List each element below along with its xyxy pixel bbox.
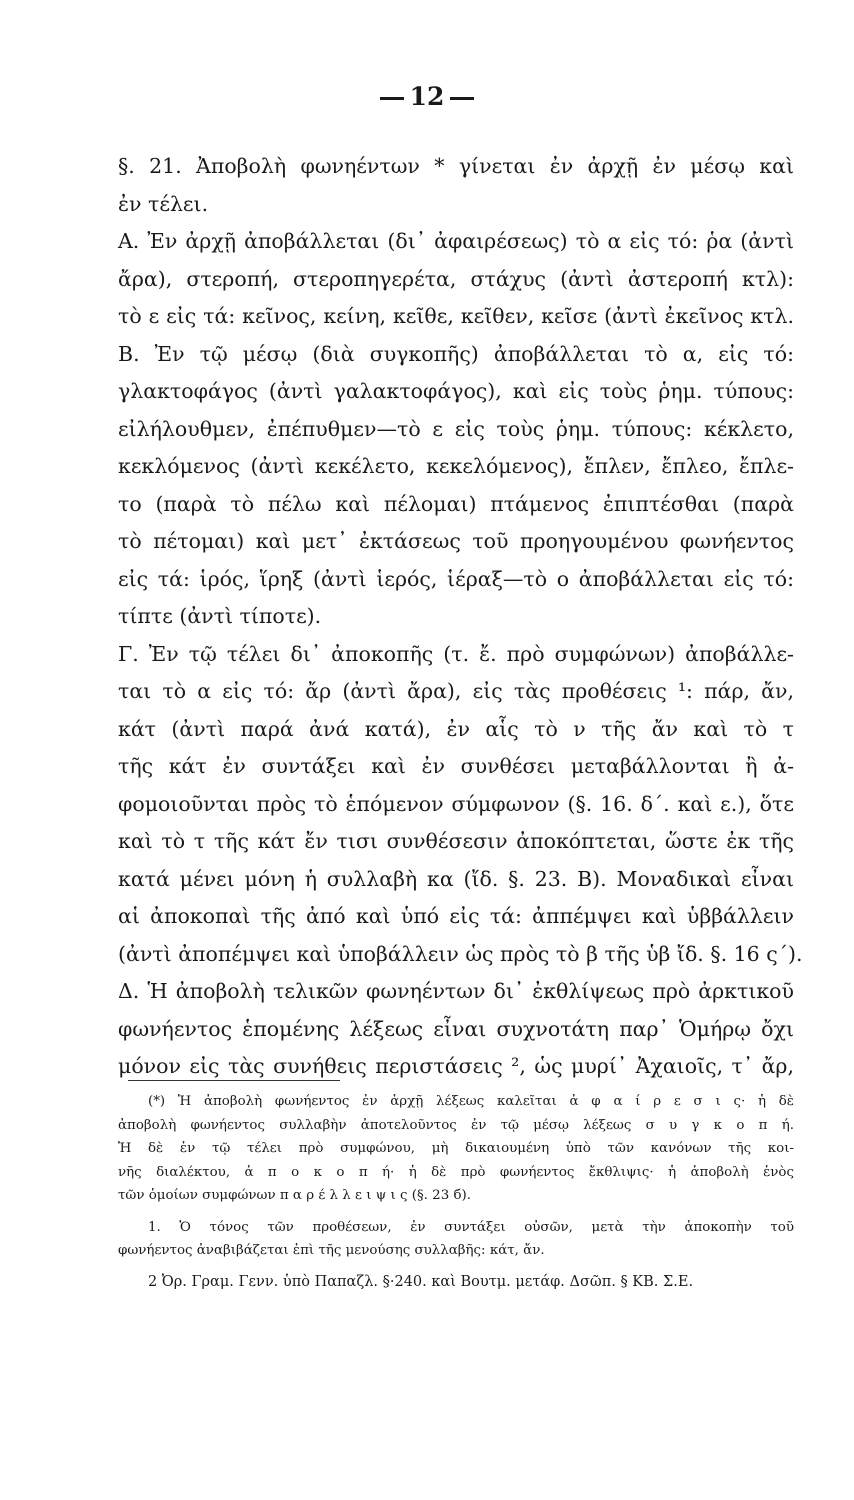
footnote-line: φωνήεντος ἀναβιβάζεται ἐπὶ τῆς μενούσης συλλαβῆς: κάτ, ἄν. xyxy=(118,1243,545,1258)
text-line: §. 21. Ἀποβολὴ φωνηέντων * γίνεται ἐν ἀρχῇ ἐν μέσῳ καὶ xyxy=(118,154,794,178)
text-line: τὸ πέτομαι) καὶ μετ᾽ ἐκτάσεως τοῦ προηγουμένου φωνήεντος xyxy=(118,529,794,553)
header-dash-right xyxy=(450,97,474,100)
text-line: Α. Ἐν ἀρχῇ ἀποβάλλεται (δι᾽ ἀφαιρέσεως) τὸ α εἰς τό: ῥα (ἀντὶ xyxy=(118,229,794,253)
text-line: εἰλήλουθμεν, ἐπέπυθμεν—τὸ ε εἰς τοὺς ῥημ. τύπους: κέκλετο, xyxy=(118,416,794,441)
text-line: ἄρα), στεροπή, στεροπηγερέτα, στάχυς (ἀντὶ ἀστεροπή κτλ): xyxy=(118,266,794,291)
text-line: κάτ (ἀντὶ παρά ἀνά κατά), ἐν αἷς τὸ ν τῆς ἄν καὶ τὸ τ xyxy=(118,716,794,741)
text-line: κεκλόμενος (ἀντὶ κεκέλετο, κεκελόμενος), ἔπλεν, ἔπλεο, ἔπλε- xyxy=(118,454,794,478)
text-line: εἰς τά: ἱρός, ἵρηξ (ἀντὶ ἱερός, ἱέραξ—τὸ ο ἀποβάλλεται εἰς τό: xyxy=(118,566,794,591)
page-header xyxy=(0,82,854,111)
footnote-line: ἀποβολὴ φωνήεντος συλλαβὴν ἀποτελοῦντος ἐν τῷ μέσῳ λέξεως σ υ γ κ ο π ή. xyxy=(118,1117,794,1133)
footnote-line: Ἡ δὲ ἐν τῷ τέλει πρὸ συμφώνου, μὴ δικαιουμένη ὑπὸ τῶν κανόνων τῆς κοι- xyxy=(118,1141,794,1156)
text-line: μόνον εἰς τὰς συνήθεις περιστάσεις ², ὡς μυρί᾽ Ἀχαιοῖς, τ᾽ ἄρ, xyxy=(118,1054,794,1078)
text-line: Γ. Ἐν τῷ τέλει δι᾽ ἀποκοπῆς (τ. ἔ. πρὸ συμφώνων) ἀποβάλλε- xyxy=(118,641,794,666)
main-text xyxy=(118,148,803,1086)
footnote-line: 1. Ὁ τόνος τῶν προθέσεων, ἐν συντάξει οὐσῶν, μετὰ τὴν ἀποκοπὴν τοῦ xyxy=(148,1219,794,1235)
footnotes xyxy=(118,1090,794,1294)
footnote-line: τῶν ὁμοίων συμφώνων π α ρ έ λ λ ε ι ψ ι ς (§. 23 б). xyxy=(118,1188,472,1203)
text-line: τὸ ε εἰς τά: κεῖνος, κείνη, κεῖθε, κεῖθεν, κεῖσε (ἀντὶ ἐκεῖνος κτλ. xyxy=(118,304,794,328)
text-line: αἱ ἀποκοπαὶ τῆς ἀπό καὶ ὑπό εἰς τά: ἀππέμψει καὶ ὑββάλλειν xyxy=(118,904,794,928)
footnote-line: 2 Ὀρ. Γραμ. Γενν. ὑπὸ Παπαζλ. §·240. καὶ Βουτμ. μετάφ. Δσῶπ. § ΚΒ. Σ.Ε. xyxy=(148,1273,694,1290)
text-line: (ἀντὶ ἀποπέμψει καὶ ὑποβάλλειν ὡς πρὸς τὸ β τῆς ὑβ ἴδ. §. 16 ς΄). xyxy=(118,941,803,966)
footnote-line: (*) Ἡ ἀποβολὴ φωνήεντος ἐν ἀρχῇ λέξεως καλεῖται ἀ φ α ί ρ ε σ ι ς· ἡ δὲ xyxy=(148,1094,794,1109)
text-line: τῆς κάτ ἐν συντάξει καὶ ἐν συνθέσει μεταβάλλονται ἢ ἀ- xyxy=(118,754,794,778)
text-line: φομοιοῦνται πρὸς τὸ ἑπόμενον σύμφωνον (§. 16. δ΄. καὶ ε.), ὅτε xyxy=(118,791,794,816)
text-line: γλακτοφάγος (ἀντὶ γαλακτοφάγος), καὶ εἰς τοὺς ῥημ. τύπους: xyxy=(118,379,794,403)
footnote-divider xyxy=(128,1080,340,1081)
page-number: 12 xyxy=(409,82,445,111)
header-dash-left xyxy=(380,97,404,100)
text-line: καὶ τὸ τ τῆς κάτ ἔν τισι συνθέσεσιν ἀποκόπτεται, ὥστε ἐκ τῆς xyxy=(118,829,794,853)
footnote-line: νῆς διαλέκτου, ἀ π ο κ ο π ή· ἡ δὲ πρὸ φωνήεντος ἔκθλιψις· ἡ ἀποβολὴ ἑνὸς xyxy=(118,1164,794,1180)
text-line: ται τὸ α εἰς τό: ἄρ (ἀντὶ ἄρα), εἰς τὰς προθέσεις ¹: πάρ, ἄν, xyxy=(118,679,794,703)
text-line: κατά μένει μόνη ἡ συλλαβὴ κα (ἴδ. §. 23. Β). Μοναδικαὶ εἶναι xyxy=(118,866,794,891)
text-line: Δ. Ἡ ἀποβολὴ τελικῶν φωνηέντων δι᾽ ἐκθλίψεως πρὸ ἀρκτικοῦ xyxy=(118,979,794,1003)
text-line: ἐν τέλει. xyxy=(118,191,209,216)
text-line: φωνήεντος ἑπομένης λέξεως εἶναι συχνοτάτη παρ᾽ Ὁμήρῳ ὄχι xyxy=(118,1016,794,1041)
text-line: το (παρὰ τὸ πέλω καὶ πέλομαι) πτάμενος ἐπιπτέσθαι (παρὰ xyxy=(118,491,794,516)
text-line: τίπτε (ἀντὶ τίποτε). xyxy=(118,604,322,628)
text-line: Β. Ἐν τῷ μέσῳ (διὰ συγκοπῆς) ἀποβάλλεται τὸ α, εἰς τό: xyxy=(118,341,794,366)
